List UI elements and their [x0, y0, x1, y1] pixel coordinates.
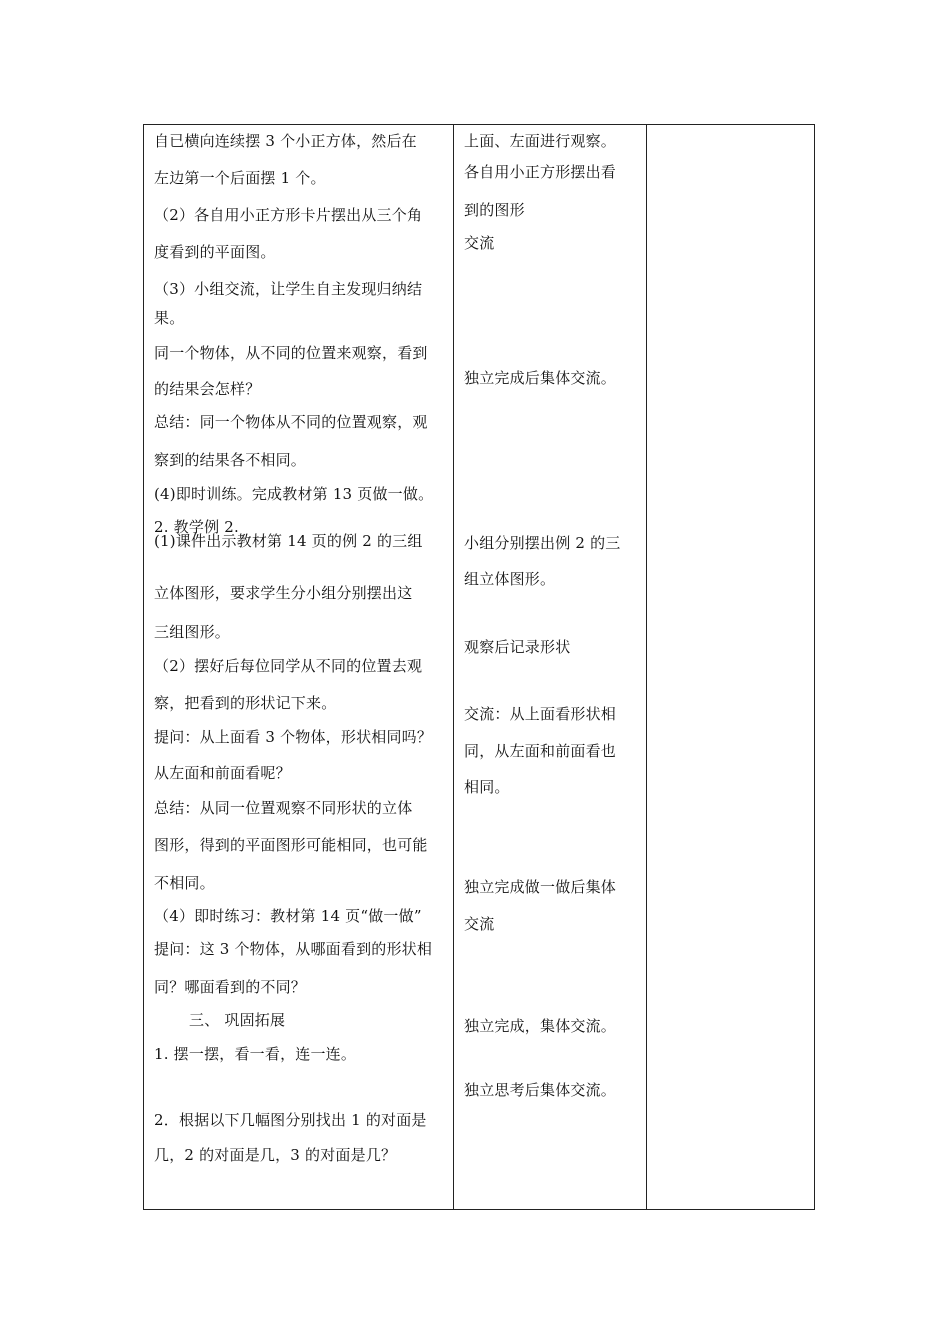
left-line: 察到的结果各不相同。	[154, 451, 307, 469]
left-line: 提问：这 3 个物体，从哪面看到的形状相	[154, 940, 433, 958]
left-line: （2）各自用小正方形卡片摆出从三个角	[154, 206, 423, 224]
section-heading: 三、 巩固拓展	[189, 1011, 286, 1029]
right-line: 独立完成，集体交流。	[464, 1017, 617, 1035]
left-line: 图形，得到的平面图形可能相同，也可能	[154, 836, 428, 854]
right-line: 独立思考后集体交流。	[464, 1081, 617, 1099]
left-line: 度看到的平面图。	[154, 243, 276, 261]
left-line: 果。	[154, 309, 185, 327]
column-divider-1	[453, 125, 454, 1209]
right-line: 观察后记录形状	[464, 638, 571, 656]
left-line: 不相同。	[154, 874, 215, 892]
right-line: 各自用小正方形摆出看	[464, 163, 617, 181]
right-line: 同，从左面和前面看也	[464, 742, 617, 760]
right-line: 交流	[464, 915, 495, 933]
right-line: 组立体图形。	[464, 570, 556, 588]
left-line: 左边第一个后面摆 1 个。	[154, 169, 326, 187]
left-line: 立体图形，要求学生分小组分别摆出这	[154, 584, 413, 602]
left-line: 同一个物体，从不同的位置来观察，看到	[154, 344, 428, 362]
right-line: 独立完成后集体交流。	[464, 369, 617, 387]
right-line: 小组分别摆出例 2 的三	[464, 534, 621, 552]
left-line: 总结：同一个物体从不同的位置观察，观	[154, 413, 428, 431]
left-line: （2）摆好后每位同学从不同的位置去观	[154, 657, 423, 675]
left-line: 2．根据以下几幅图分别找出 1 的对面是	[154, 1111, 427, 1129]
left-line: 1. 摆一摆，看一看，连一连。	[154, 1045, 357, 1063]
right-line: 交流	[464, 234, 495, 252]
left-line: (4)即时训练。完成教材第 13 页做一做。	[154, 485, 434, 503]
left-line: (1)课件出示教材第 14 页的例 2 的三组	[154, 532, 423, 550]
right-line: 交流：从上面看形状相	[464, 705, 617, 723]
left-line: （4）即时练习：教材第 14 页“做一做”	[154, 907, 422, 925]
right-line: 到的图形	[464, 201, 525, 219]
left-line: 察，把看到的形状记下来。	[154, 694, 337, 712]
lesson-plan-table	[143, 124, 815, 1210]
left-line: 自已横向连续摆 3 个小正方体，然后在	[154, 132, 417, 150]
left-line: 2. 教学例 2.	[154, 518, 239, 536]
right-line: 上面、左面进行观察。	[464, 132, 617, 150]
left-line: 提问：从上面看 3 个物体，形状相同吗？	[154, 728, 433, 746]
left-line: （3）小组交流，让学生自主发现归纳结	[154, 280, 423, 298]
column-divider-2	[646, 125, 647, 1209]
left-line: 同？哪面看到的不同？	[154, 978, 307, 996]
left-line: 三组图形。	[154, 623, 231, 641]
left-line: 几，2 的对面是几，3 的对面是几？	[154, 1146, 397, 1164]
left-line: 从左面和前面看呢？	[154, 764, 291, 782]
left-line: 的结果会怎样？	[154, 380, 261, 398]
left-line: 总结：从同一位置观察不同形状的立体	[154, 799, 413, 817]
right-line: 独立完成做一做后集体	[464, 878, 617, 896]
right-line: 相同。	[464, 778, 510, 796]
